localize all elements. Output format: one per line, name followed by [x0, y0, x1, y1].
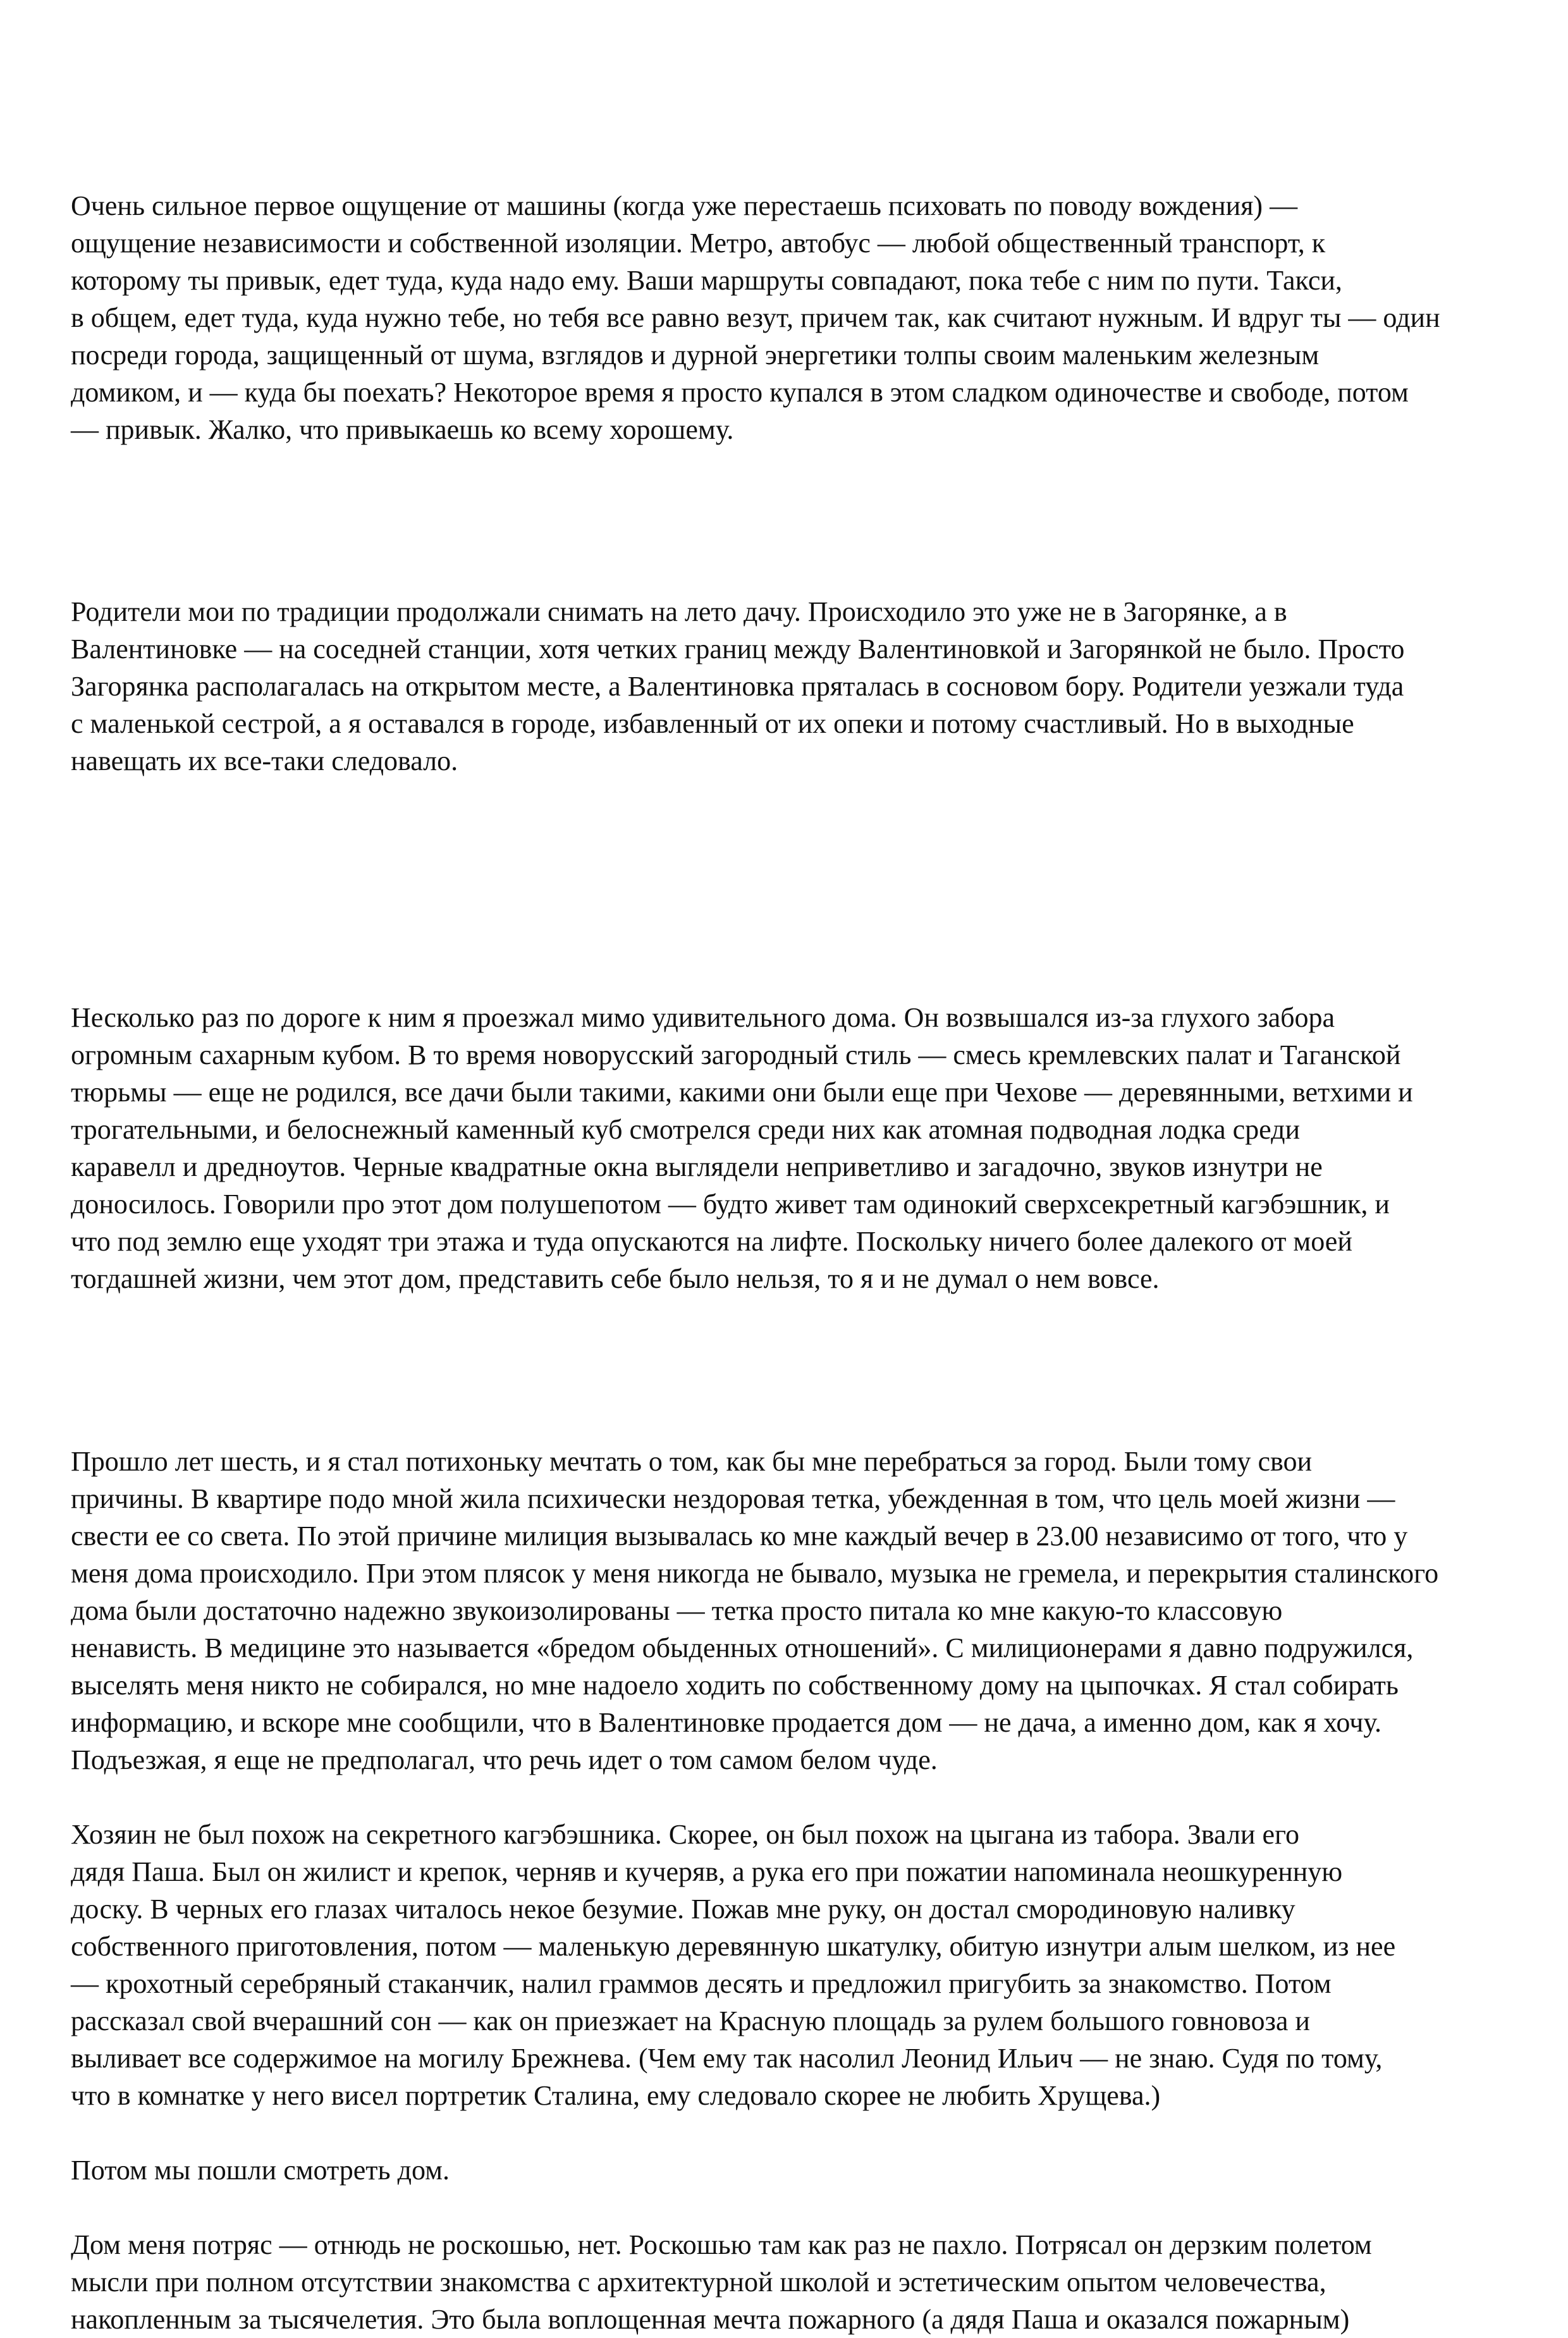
text-line: домиком, и — куда бы поехать? Некоторое время я просто купался в этом сладком одиночестве и свободе, потом: [71, 377, 1409, 408]
text-line: доносилось. Говорили про этот дом полушепотом — будто живет там одинокий сверхсекретный кагэбэшник, и: [71, 1189, 1390, 1220]
text-line: что в комнатке у него висел портретик Сталина, ему следовало скорее не любить Хрущева.): [71, 2080, 1161, 2111]
paragraph-parents-dacha: [71, 593, 1503, 780]
text-line: Родители мои по традиции продолжали снимать на лето дачу. Происходило это уже не в Загорянке, а в: [71, 596, 1287, 627]
text-line: Валентиновке — на соседней станции, хотя четких границ между Валентиновкой и Загорянкой не было. Просто: [71, 633, 1405, 664]
text-block-bottom: [71, 1443, 1503, 2338]
text-line: Потом мы пошли смотреть дом.: [71, 2155, 450, 2186]
text-line: Загорянка располагалась на открытом месте, а Валентиновка пряталась в сосновом бору. Родители уезжали туда: [71, 671, 1404, 702]
text-line: в общем, едет туда, куда нужно тебе, но тебя все равно везут, причем так, как считают нужным. И вдруг ты — один: [71, 302, 1440, 333]
paragraph-white-cube-house: [71, 999, 1503, 1297]
paragraph-house-impression: [71, 2226, 1503, 2338]
paragraph-car-freedom: [71, 187, 1503, 448]
text-line: Очень сильное первое ощущение от машины (когда уже перестаешь психовать по поводу вождения) —: [71, 190, 1298, 221]
text-line: тюрьмы — еще не родился, все дачи были такими, какими они были еще при Чехове — деревянными, ветхими и: [71, 1077, 1413, 1108]
text-line: рассказал свой вчерашний сон — как он приезжает на Красную площадь за рулем большого говновоза и: [71, 2005, 1310, 2036]
text-line: трогательными, и белоснежный каменный куб смотрелся среди них как атомная подводная лодка среди: [71, 1114, 1301, 1145]
text-line: с маленькой сестрой, а я оставался в городе, избавленный от их опеки и потому счастливый. Но в выходные: [71, 708, 1354, 739]
text-line: которому ты привык, едет туда, куда надо ему. Ваши маршруты совпадают, пока тебе с ним по пути. Такси,: [71, 265, 1342, 296]
text-line: Несколько раз по дороге к ним я проезжал мимо удивительного дома. Он возвышался из-за глухого забора: [71, 1002, 1335, 1033]
text-block-white-house: [71, 999, 1503, 1297]
text-line: дядя Паша. Был он жилист и крепок, черняв и кучеряв, а рука его при пожатии напоминала неошкуренную: [71, 1856, 1343, 1887]
text-line: огромным сахарным кубом. В то время новорусский загородный стиль — смесь кремлевских палат и Таганской: [71, 1039, 1401, 1070]
text-line: — привык. Жалко, что привыкаешь ко всему хорошему.: [71, 414, 734, 445]
text-line: каравелл и дредноутов. Черные квадратные окна выглядели неприветливо и загадочно, звуков изнутри не: [71, 1151, 1323, 1182]
text-line: Дом меня потряс — отнюдь не роскошью, нет. Роскошью там как раз не пахло. Потрясал он дерзким полетом: [71, 2229, 1372, 2260]
paragraph-moving-out: [71, 1443, 1503, 1778]
paragraph-gap: [71, 1778, 1503, 1816]
text-line: Подъезжая, я еще не предполагал, что речь идет о том самом белом чуде.: [71, 1744, 938, 1775]
text-line: причины. В квартире подо мной жила психически нездоровая тетка, убежденная в том, что цель моей жизни —: [71, 1483, 1395, 1514]
text-line: ненависть. В медицине это называется «бредом обыденных отношений». С милиционерами я давно подружился,: [71, 1632, 1414, 1663]
text-line: доску. В черных его глазах читалось некое безумие. Пожав мне руку, он достал смородиновую наливку: [71, 1894, 1295, 1925]
paragraph-went-to-see: [71, 2151, 1503, 2189]
text-line: меня дома происходило. При этом плясок у меня никогда не бывало, музыка не гремела, и перекрытия сталинского: [71, 1558, 1439, 1589]
paragraph-uncle-pasha: [71, 1816, 1503, 2114]
text-line: выливает все содержимое на могилу Брежнева. (Чем ему так насолил Леонид Ильич — не знаю. Судя по тому,: [71, 2043, 1383, 2074]
text-line: посреди города, защищенный от шума, взглядов и дурной энергетики толпы своим маленьким железным: [71, 340, 1320, 370]
paragraph-gap: [71, 2189, 1503, 2226]
text-line: ощущение независимости и собственной изоляции. Метро, автобус — любой общественный транспорт, к: [71, 228, 1326, 259]
text-line: Прошло лет шесть, и я стал потихоньку мечтать о том, как бы мне перебраться за город. Были тому свои: [71, 1446, 1313, 1477]
text-block-top: [71, 187, 1503, 448]
text-line: собственного приготовления, потом — маленькую деревянную шкатулку, обитую изнутри алым шелком, из нее: [71, 1931, 1396, 1962]
text-line: навещать их все-таки следовало.: [71, 745, 458, 776]
text-line: мысли при полном отсутствии знакомства с архитектурной школой и эстетическим опытом человечества,: [71, 2267, 1326, 2298]
text-line: Хозяин не был похож на секретного кагэбэшника. Скорее, он был похож на цыгана из табора. Звали его: [71, 1819, 1299, 1850]
text-line: тогдашней жизни, чем этот дом, представить себе было нельзя, то я и не думал о нем вовсе.: [71, 1263, 1160, 1294]
text-line: дома были достаточно надежно звукоизолированы — тетка просто питала ко мне какую-то классовую: [71, 1595, 1283, 1626]
text-line: накопленным за тысячелетия. Это была воплощенная мечта пожарного (а дядя Паша и оказался пожарным): [71, 2304, 1350, 2335]
text-line: что под землю еще уходят три этажа и туда опускаются на лифте. Поскольку ничего более далекого от моей: [71, 1226, 1352, 1257]
text-line: — крохотный серебряный стаканчик, налил граммов десять и предложил пригубить за знакомство. Потом: [71, 1968, 1332, 1999]
text-block-dacha: [71, 593, 1503, 780]
text-line: информацию, и вскоре мне сообщили, что в Валентиновке продается дом — не дача, а именно дом, как я хочу.: [71, 1707, 1382, 1738]
text-line: выселять меня никто не собирался, но мне надоело ходить по собственному дому на цыпочках. Я стал собирать: [71, 1670, 1399, 1701]
text-line: свести ее со света. По этой причине милиция вызывалась ко мне каждый вечер в 23.00 независимо от того, что у: [71, 1521, 1408, 1552]
paragraph-gap: [71, 2114, 1503, 2151]
